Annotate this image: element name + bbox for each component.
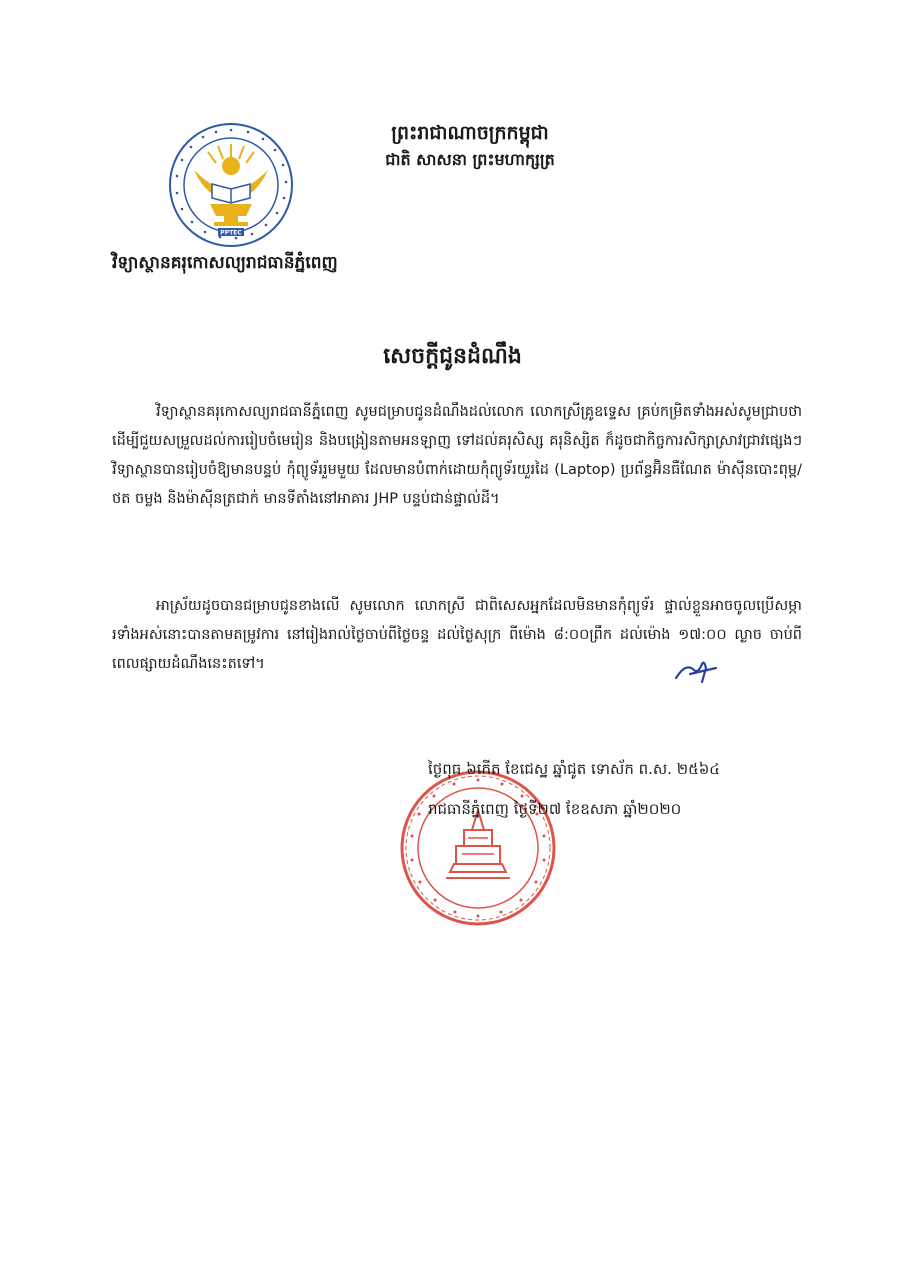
document-title: សេចក្តីជូនដំណឹង xyxy=(383,344,522,369)
emblem-badge-text: PPTEC xyxy=(220,229,242,237)
national-motto: ជាតិ សាសនា ព្រះមហាក្សត្រ xyxy=(385,150,555,169)
body-paragraph-1: វិទ្យាស្ថានគរុកោសល្យរាជធានីភ្នំពេញ សូមជម្រាបជូនដំណឹងដល់លោក លោកស្រីគ្រូឧទ្ទេស គ្រប់កម្រិតទាំងអស់សូមជ្រាបថា ដើម្បីជួយសម្រួលដល់ការរៀបចំមេរៀន និងបង្រៀនតាមអនឡាញ ទៅដល់គរុសិស្ស គរុនិស្សិត ក៏ដូចជាកិច្ចការសិក្សាស្រាវជ្រាវផ្សេងៗ វិទ្យាស្ថានបានរៀបចំឱ្យមានបន្ទប់ កុំព្យូទ័ររួមមួយ ដែលមានបំពាក់ដោយកុំព្យូទ័រយួរដៃ (Laptop) ប្រព័ន្ធអ៊ិនធឺណែត ម៉ាស៊ីនបោះពុម្ព/ថត ចម្លង និងម៉ាស៊ីនត្រជាក់ មានទីតាំងនៅអាគារ JHP បន្ទប់ជាន់ផ្ទាល់ដី។ xyxy=(112,404,802,507)
solar-date-location: រាជធានីភ្នំពេញ ថ្ងៃទី២៧ ខែឧសភា ឆ្នាំ២០២០ xyxy=(428,800,682,818)
institution-name: វិទ្យាស្ថានគរុកោសល្យរាជធានីភ្នំពេញ xyxy=(112,253,338,273)
handwritten-initial-icon xyxy=(672,656,720,686)
body-paragraph-2: អាស្រ័យដូចបានជម្រាបជូនខាងលើ សូមលោក លោកស្រី ជាពិសេសអ្នកដែលមិនមានកុំព្យូទ័រ ផ្ទាល់ខ្លួនអាចចូលប្រើសម្ភារទាំងអស់នោះបានតាមតម្រូវការ នៅរៀងរាល់ថ្ងៃចាប់ពីថ្ងៃចន្ទ ដល់ថ្ងៃសុក្រ ពីម៉ោង ៨:០០ព្រឹក ដល់ម៉ោង ១៧:០០ ល្ងាច ចាប់ពីពេលផ្សាយដំណឹងនេះតទៅ។ xyxy=(112,598,802,672)
national-header xyxy=(340,118,600,172)
college-emblem-icon xyxy=(168,122,294,248)
lunar-date: ថ្ងៃពុធ ៦កើត ខែជេស្ឋ ឆ្នាំជូត ទោស័ក ព.ស. ២៥៦៤ xyxy=(428,760,720,778)
official-seal-stamp-icon xyxy=(398,768,558,928)
kingdom-title: ព្រះរាជាណាចក្រកម្ពុជា xyxy=(391,122,549,144)
